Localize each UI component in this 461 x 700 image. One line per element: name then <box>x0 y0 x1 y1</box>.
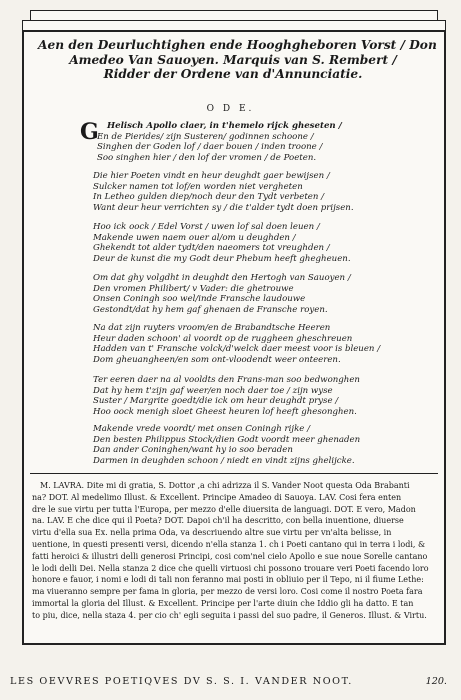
verse-line: Darmen in deughden schoon / niedt en vindt zijns ghelijcke. <box>93 455 355 466</box>
verse-line: Hoo oock menigh sloet Gheest heuren lof heeft ghesonghen. <box>93 406 357 417</box>
dialogue-line: to piu, dice, nella staza 4. per cio ch' egli seguita i passi del suo padre, il Generos. Illust. & Virtu. <box>32 610 427 620</box>
frame-tab-lower <box>22 20 446 30</box>
dialogue-line: na? DOT. Al medelimo Illust. & Excellent. Principe Amadeo di Sauoya. LAV. Cosi fera enten <box>32 492 402 502</box>
verse-line: Sulcker namen tot lof/en worden niet vergheten <box>93 181 303 192</box>
verse-line: Onsen Coningh soo wel/inde Fransche laudouwe <box>93 294 306 305</box>
dialogue-line: honore e fauor, i nomi e lodi di tali non feranno mai posti in obliuio per il Tepo, ni il fiume Lethe: <box>32 575 424 585</box>
dialogue-line: ma viueranno sempre per fama in gloria, per mezzo de versi loro. Cosi come il nostro Poeta fara <box>32 587 423 597</box>
verse-line: Want deur heur verrichten sy / die t'alder tydt doen prijsen. <box>93 202 354 213</box>
stanza-6 <box>93 375 393 417</box>
title-line: Amedeo Van Sauoyen. Marquis van S. Rembert / <box>69 52 397 67</box>
verse-line: Hoo ick oock / Edel Vorst / uwen lof sal doen leuen / <box>93 222 320 232</box>
verse-line: Die hier Poeten vindt en heur deughdt gaer bewijsen / <box>93 171 330 181</box>
title-line: Ridder der Ordene van d'Annunciatie. <box>103 67 363 81</box>
verse-line: In Letheo gulden diep/noch deur den Tydt verbeten / <box>93 192 325 203</box>
dedication-title <box>38 38 437 82</box>
verse-line: Na dat zijn ruyters vroom/en de Brabandtsche Heeren <box>93 323 331 333</box>
running-title: LES OEVVRES POETIQVES DV S. S. I. VANDER NOOT. <box>10 676 353 687</box>
italian-dialogue <box>32 480 436 622</box>
stanza-3 <box>93 222 393 264</box>
verse-line: Deur de kunst die my Godt deur Phebum heeft ghegheuen. <box>93 253 351 264</box>
verse-line: Makende vrede voordt/ met onsen Coningh rijke / <box>93 424 310 434</box>
verse-line: Ghekendt tot alder tydt/den naeomers tot vreughden / <box>93 243 330 254</box>
dialogue-line: M. LAVRA. Dite mi di gratia, S. Dottor ,a chi adrizza il S. Vander Noot questa Oda Brabanti <box>40 481 410 490</box>
drop-cap: G <box>80 119 99 145</box>
dialogue-line: immortal la gloria del Illust. & Excellent. Principe per l'arte diuin che Iddio gli ha datto. E tan <box>32 598 414 608</box>
verse-line: Ter eeren daer na al vooldts den Frans-man soo bedwonghen <box>93 375 360 385</box>
verse-line: Hadden van t' Fransche volck/d'welck daer meest voor is bleuen / <box>93 344 381 355</box>
dialogue-line: fatti heroici & illustri delli generosi Principi, cosi com'nel cielo Apollo e sue noue Sorelle cantano <box>32 551 428 561</box>
running-footer <box>10 676 451 687</box>
verse-line: Den vromen Philibert/ v Vader: die ghetrouwe <box>93 283 294 294</box>
title-line: Aen den Deurluchtighen ende Hooghgheboren Vorst / Don <box>38 38 437 52</box>
verse-line: En de Pierides/ zijn Susteren/ godinnen schoone / <box>97 131 314 142</box>
verse-line: Singhen der Goden lof / daer bouen / inden troone / <box>97 142 323 153</box>
dialogue-line: virtu d'ella sua Ex. nella prima Oda, va descriuendo altre sue virtu per vn'alta belisse, in <box>32 528 392 538</box>
verse-line: Dat hy hem t'zijn gaf weer/en noch daer toe / zijn wyse <box>93 385 333 396</box>
verse-line: Helisch Apollo claer, in t'hemelo rijck gheseten / <box>107 121 342 131</box>
verse-line: Dan ander Coninghen/want hy io soo beraden <box>93 445 293 456</box>
dialogue-line: dre le sue virtu per tutta l'Europa, per mezzo d'elle diuersita de languagi. DOT. E vero, Madon <box>32 504 416 514</box>
ode-heading: O D E. <box>206 104 255 114</box>
stanza-5 <box>93 323 393 365</box>
stanza-2 <box>93 171 393 213</box>
verse-line: Makende uwen naem ouer al/om u deughden / <box>93 232 296 243</box>
stanza-4 <box>93 273 393 315</box>
verse-line: Dom gheuangheen/en som ont-vloodendt weer onteeren. <box>93 354 341 365</box>
verse-line: Suster / Margrite goedt/die ick om heur deughdt pryse / <box>93 396 339 407</box>
verse-line: Om dat ghy volgdht in deughdt den Hertogh van Sauoyen / <box>93 273 351 283</box>
stanza-7 <box>93 424 393 466</box>
section-divider <box>30 473 438 474</box>
dialogue-line: na. LAV. E che dice qui il Poeta? DOT. Dapoi ch'il ha descritto, con bella inuentione, diuerse <box>32 516 404 526</box>
verse-line: Soo singhen hier / den lof der vromen / de Poeten. <box>97 152 317 163</box>
page-number: 120. <box>425 676 447 687</box>
dialogue-line: uentione, in questi presenti versi, dicendo n'ella stanza 1. ch i Poeti cantano qui in terra i lodi, & <box>32 539 426 549</box>
verse-line: Den besten Philippus Stock/dien Godt voordt meer ghenaden <box>93 434 361 445</box>
verse-line: Gestondt/dat hy hem gaf ghenaen de Fransche royen. <box>93 304 328 315</box>
verse-line: Heur daden schoon' al voordt op de ruggheen gheschreuen <box>93 333 353 344</box>
stanza-1 <box>93 121 393 163</box>
frame-tab-upper <box>30 10 438 20</box>
dialogue-line: le lodi delli Dei. Nella stanza 2 dice che quelli virtuosi chi possono trouare veri Poeti facendo loro <box>32 563 429 573</box>
